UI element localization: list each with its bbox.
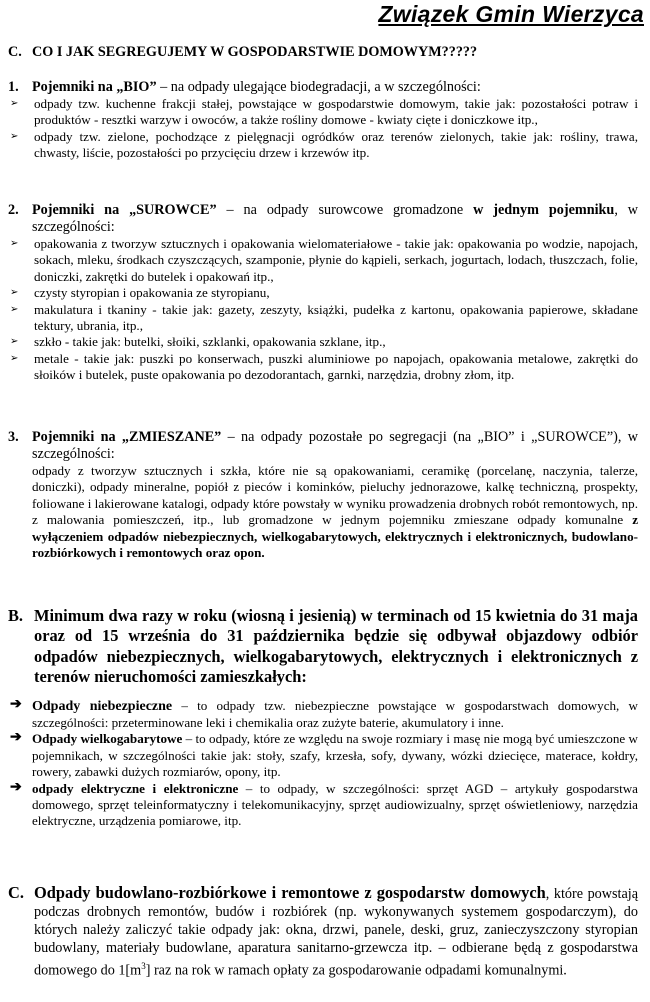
item-surowce: 2. Pojemniki na „SUROWCE” – na odpady surowcowe gromadzone w jednym pojemniku, w szczególności: ➢ opakowania z tworzyw sztucznych i opakowania wielomateriałowe - takie jak: opakowania po wodzie, napojach, sokach, mleku, środkach czyszczących, szamponie, płynie do kąpieli, serkach, jogurtach, lodach, tłuszczach, folie, doniczki, zakrętki do butelek i opakowań itp., ➢ czysty styropian i opakowania ze styropianu, ➢ makulatura i tkaniny - takie jak: gazety, zeszyty, książki, pudełka z kartonu, opakowania papierowe, składane tektury, ubrania, itp., ➢ szkło - takie jak: butelki, słoiki, szklanki, opakowania szklane, itp., ➢ metale - takie jak: puszki po konserwach, puszki aluminiowe po napojach, opakowania metalowe, zakrętki do słoików i butelek, puste opakowania po dezodorantach, garnki, narzędzia, drobny złom, itp. (8, 202, 639, 383)
arrow-right-icon: ➔ (10, 730, 22, 746)
section-c-bottom-title: Odpady budowlano-rozbiórkowe i remontowe z gospodarstw domowych (34, 883, 546, 902)
list-item: ➢ makulatura i tkaniny - takie jak: gazety, zeszyty, książki, pudełka z kartonu, opakowania papierowe, składane tektury, ubrania, itp., (10, 301, 638, 334)
header (378, 0, 644, 28)
arrowhead-icon: ➢ (10, 352, 19, 364)
section-b-list (8, 698, 638, 830)
arrowhead-icon: ➢ (10, 98, 19, 109)
item-zmieszane: 3. Pojemniki na „ZMIESZANE” – na odpady pozostałe po segregacji (na „BIO” i „SUROWCE”), w szczególności: odpady z tworzyw sztucznych i szkła, które nie są opakowaniami, ceramikę (porcelanę, naczynia, talerze, doniczki), odpady mineralne, popiół z pieców i kominków, pieluchy jednorazowe, kalkę techniczną, prospekty, foliowane i lakierowane katalogi, odpady które powstały w wyniku prowadzenia drobnych robót remontowych, np. z malowania pomieszczeń, itp., lub gromadzone w jednym pojemniku zmieszane odpady komunalne z wyłączeniem odpadów niebezpiecznych, wielkogabarytowych, elektrycznych i elektronicznych, budowlano-rozbiórkowych i remontowych oraz opon. (8, 429, 638, 561)
list-item: ➢ odpady tzw. zielone, pochodzące z pielęgnacji ogródków oraz terenów zielonych, takie jak: rośliny, trawa, chwasty, liście, pozostałości po przycięciu drzew i krzewów itp. (10, 128, 638, 161)
section-b-title: Minimum dwa razy w roku (wiosną i jesienią) w terminach od 15 kwietnia do 31 maja oraz od 15 września do 31 października będzie się odbywał objazdowy odbiór odpadów niebezpiecznych, wielkogabarytowych, elektrycznych i elektronicznych z terenów nieruchomości zamieszkałych: (34, 606, 638, 687)
list-item: ➢ odpady tzw. kuchenne frakcji stałej, powstające w gospodarstwie domowym, takie jak: pozostałości potraw i produktów - resztki warzyw i owoców, a także rośliny domowe - kwiaty cięte i doniczkowe itp., (10, 96, 638, 128)
list-item: ➢ szkło - takie jak: butelki, słoiki, szklanki, opakowania szklane, itp., (10, 334, 386, 350)
arrow-right-icon: ➔ (10, 779, 22, 795)
arrowhead-icon: ➢ (10, 238, 19, 249)
section-c-heading (8, 44, 638, 61)
item-bio-number: 1. (8, 79, 19, 95)
item-bio-list (8, 96, 638, 162)
item-zmieszane-number: 3. (8, 429, 19, 445)
list-item: ➢ czysty styropian i opakowania ze styropianu, (10, 285, 270, 301)
list-item: ➢ opakowania z tworzyw sztucznych i opakowania wielomateriałowe - takie jak: opakowania po wodzie, napojach, sokach, mleku, środkach czyszczących, szamponie, płynie do kąpieli, serkach, jogurtach, lodach, tłuszczach, folie, doniczki, zakrętki do butelek i opakowań itp., (10, 236, 638, 284)
section-c-title: CO I JAK SEGREGUJEMY W GOSPODARSTWIE DOMOWYM????? (32, 44, 478, 60)
arrowhead-icon: ➢ (10, 130, 19, 142)
arrowhead-icon: ➢ (10, 287, 19, 299)
section-c-letter: C. (8, 44, 22, 60)
item-zmieszane-body: odpady z tworzyw sztucznych i szkła, które nie są opakowaniami, ceramikę (porcelanę, naczynia, talerze, doniczki), odpady mineralne, popiół z pieców i kominków, pieluchy jednorazowe, kalkę techniczną, prospekty, foliowane i lakierowane katalogi, odpady które powstały w wyniku prowadzenia drobnych robót remontowych, np. z malowania pomieszczeń, itp., lub gromadzone w jednym pojemniku zmieszane odpady komunalne z wyłączeniem odpadów niebezpiecznych, wielkogabarytowych, elektrycznych i elektronicznych, budowlano-rozbiórkowych i remontowych oraz opon. (32, 463, 638, 561)
header-title: Związek Gmin Wierzyca (378, 1, 644, 27)
section-b-letter: B. (8, 606, 24, 625)
item-surowce-list (8, 236, 638, 384)
section-c-bottom-letter: C. (8, 883, 24, 902)
section-b (8, 606, 638, 830)
list-item: ➔ odpady elektryczne i elektroniczne – to odpady, w szczególności: sprzęt AGD – artykuły gospodarstwa domowego, sprzęt teleinformatyczny i telekomunikacyjny, sprzęt audiowizualny, sprzęt oświetleniowy, narzędzia elektryczne, urządzenia pomiarowe, itp. (10, 779, 638, 829)
item-zmieszane-title: Pojemniki na „ZMIESZANE” (32, 429, 222, 445)
item-surowce-title: Pojemniki na „SUROWCE” (32, 202, 217, 218)
item-bio (8, 79, 638, 162)
arrow-right-icon: ➔ (10, 696, 22, 712)
item-surowce-number: 2. (8, 202, 19, 218)
list-item: ➢ metale - takie jak: puszki po konserwach, puszki aluminiowe po napojach, opakowania metalowe, zakrętki do słoików i butelek, puste opakowania po dezodorantach, garnki, narzędzia, drobny złom, itp. (10, 350, 638, 383)
section-c-construction: C. Odpady budowlano-rozbiórkowe i remontowe z gospodarstw domowych, które powstają podczas drobnych remontów, budów i rozbiórek (np. wykonywanych systemem gospodarczym), do których należy zaliczyć takie odpady jak: okna, drzwi, panele, deski, gruz, zanieczyszczony styropian budowlany, materiały budowlane, aparatura sanitarno-grzewcza itp. – odbierane będą z gospodarstwa domowego do $1[m^3]$ raz na rok w ramach opłaty za gospodarowanie odpadami komunalnymi. (8, 883, 639, 979)
arrowhead-icon: ➢ (10, 336, 19, 348)
list-item: ➔ Odpady niebezpieczne – to odpady tzw. niebezpieczne powstające w gospodarstwach domowych, w szczególności: przeterminowane leki i chemikalia oraz zużyte baterie, akumulatory i inne. (10, 696, 638, 731)
list-item: ➔ Odpady wielkogabarytowe – to odpady, które ze względu na swoje rozmiary i masę nie mogą być umieszczone w pojemnikach, w szczególności takie jak: stoły, szafy, krzesła, sofy, dywany, wózki dziecięce, materace, kołdry, rowery, zabawki dużych rozmiarów, opony, itp. (10, 730, 638, 780)
arrowhead-icon: ➢ (10, 303, 19, 315)
item-bio-desc: – na odpady ulegające biodegradacji, a w szczególności: (156, 79, 481, 95)
item-bio-title: Pojemniki na „BIO” (32, 79, 157, 95)
